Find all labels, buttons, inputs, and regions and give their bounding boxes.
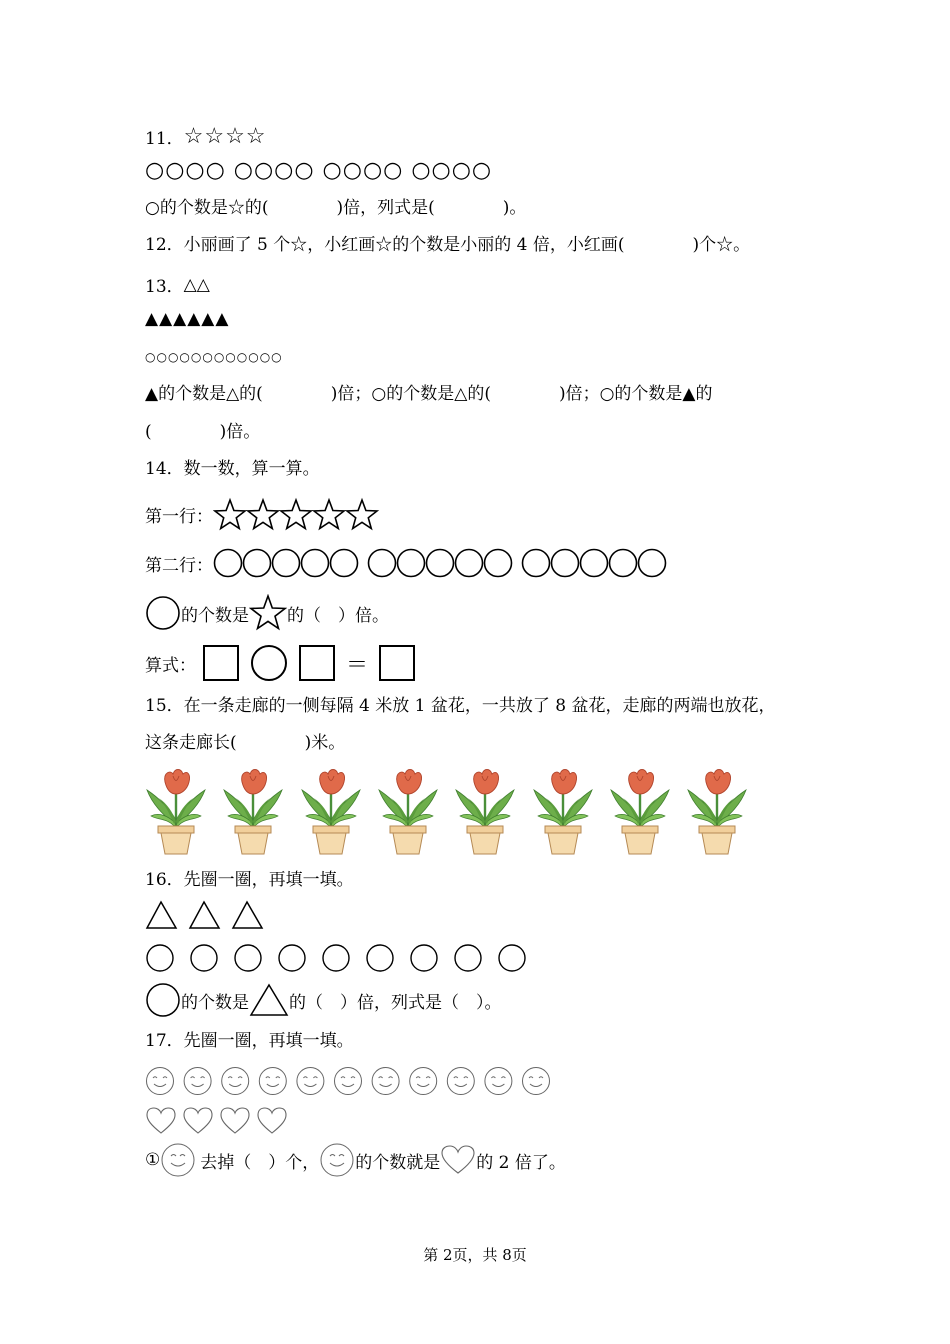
- smiley-icon: [297, 1068, 324, 1095]
- circle-icon: [552, 550, 579, 577]
- q15-line2: 这条走廊长( )米。: [145, 733, 346, 753]
- triangle-icon: [233, 902, 262, 928]
- star-icon: [248, 500, 278, 529]
- q11-question: ○的个数是☆的( )倍，列式是( )。: [145, 198, 527, 218]
- triangle-icon: [249, 983, 289, 1017]
- star-icon: [347, 500, 377, 529]
- q17-q-part3: 的 2 倍了。: [476, 1152, 566, 1173]
- circle-icon: [456, 550, 483, 577]
- q12-question: 12．小丽画了 5 个☆，小红画☆的个数是小丽的 4 倍，小红画( )个☆。: [145, 235, 751, 255]
- circle-icon: [581, 550, 608, 577]
- q13-question-line2: ( )倍。: [145, 422, 261, 442]
- operator-circle[interactable]: [250, 644, 288, 682]
- answer-box[interactable]: [378, 644, 416, 682]
- circle-icon: [369, 550, 396, 577]
- circle-icon: [639, 550, 666, 577]
- q11-circles: ○○○○ ○○○○ ○○○○ ○○○○: [145, 158, 493, 183]
- circle-icon: [455, 945, 481, 971]
- triangle-icon: [147, 902, 176, 928]
- q17-smiley-row: [145, 1065, 565, 1097]
- q14-star-row: [213, 496, 383, 532]
- circle-icon: [145, 595, 181, 631]
- circle-icon: [145, 982, 181, 1018]
- q17-q-part2: 的个数就是: [355, 1152, 441, 1173]
- smiley-icon: [335, 1068, 362, 1095]
- smiley-icon: [184, 1068, 211, 1095]
- q11-number: 11．: [145, 129, 184, 149]
- q13-small-circles: ○○○○○○○○○○○○: [145, 350, 283, 364]
- q16-triangle-row: [145, 900, 275, 932]
- answer-box[interactable]: [298, 644, 336, 682]
- q14-row2: [145, 547, 673, 579]
- circle-icon: [610, 550, 637, 577]
- q14-row1-label: 第一行：: [145, 506, 213, 527]
- q16-question: [145, 982, 502, 1018]
- circle-icon: [302, 550, 329, 577]
- equals-sign: ＝: [346, 652, 369, 678]
- flower-pot-icon: [145, 768, 207, 856]
- circle-icon: [235, 945, 261, 971]
- star-icon: [215, 500, 245, 529]
- q17-marker: ①: [145, 1150, 161, 1170]
- circle-icon: [215, 550, 242, 577]
- smiley-icon: [410, 1068, 437, 1095]
- star-icon: [281, 500, 311, 529]
- q14-title: 14．数一数，算一算。: [145, 459, 320, 479]
- circle-icon: [147, 945, 173, 971]
- q13-question-line1: ▲的个数是△的( )倍；○的个数是△的( )倍；○的个数是▲的: [145, 384, 713, 404]
- circle-icon: [279, 945, 305, 971]
- q13-hollow-triangles: △△: [183, 274, 210, 295]
- q17-q-part1: 去掉（ ）个，: [200, 1152, 320, 1173]
- q13-number: 13．: [145, 277, 184, 297]
- heart-icon: [184, 1108, 212, 1133]
- circle-icon: [427, 550, 454, 577]
- heart-icon: [147, 1108, 175, 1133]
- answer-box[interactable]: [202, 644, 240, 682]
- smiley-icon: [319, 1142, 355, 1178]
- q14-formula-label: 算式：: [145, 655, 196, 676]
- smiley-icon: [447, 1068, 474, 1095]
- circle-icon: [499, 945, 525, 971]
- smiley-icon: [160, 1142, 196, 1178]
- flower-pot-icon: [300, 768, 362, 856]
- circle-icon: [323, 945, 349, 971]
- circle-icon: [331, 550, 358, 577]
- smiley-icon: [259, 1068, 286, 1095]
- flower-pot-icon: [377, 768, 439, 856]
- star-icon: [314, 500, 344, 529]
- flower-pot-icon: [686, 768, 748, 856]
- q11-line1: [145, 124, 267, 149]
- q14-q-part1: 的个数是: [181, 605, 249, 626]
- q14-circle-row: [213, 547, 673, 579]
- circle-icon: [411, 945, 437, 971]
- circle-icon: [485, 550, 512, 577]
- q15-line1: 15．在一条走廊的一侧每隔 4 米放 1 盆花，一共放了 8 盆花，走廊的两端也放花，: [145, 696, 776, 716]
- circle-icon: [244, 550, 271, 577]
- circle-icon: [367, 945, 393, 971]
- smiley-icon: [147, 1068, 174, 1095]
- q14-formula: [145, 644, 416, 682]
- flower-pot-icon: [609, 768, 671, 856]
- q17-heart-row: [145, 1106, 295, 1136]
- heart-icon: [221, 1108, 249, 1133]
- q13-line1: [145, 272, 210, 297]
- circle-icon: [191, 945, 217, 971]
- star-icon: [249, 594, 287, 632]
- q11-stars: ☆☆☆☆: [183, 124, 267, 149]
- q14-row2-label: 第二行：: [145, 555, 213, 576]
- q13-solid-triangles: ▲▲▲▲▲▲: [145, 309, 230, 329]
- q14-row1: [145, 496, 383, 532]
- circle-icon: [273, 550, 300, 577]
- circle-icon: [523, 550, 550, 577]
- triangle-icon: [190, 902, 219, 928]
- smiley-icon: [523, 1068, 550, 1095]
- smiley-icon: [222, 1068, 249, 1095]
- q16-circle-row: [145, 943, 535, 973]
- smiley-icon: [372, 1068, 399, 1095]
- circle-icon: [398, 550, 425, 577]
- smiley-icon: [485, 1068, 512, 1095]
- page-footer: 第 2页，共 8页: [423, 1246, 527, 1264]
- flower-pot-icon: [222, 768, 284, 856]
- q14-q-part2: 的（ ）倍。: [287, 605, 389, 626]
- heart-icon: [258, 1108, 286, 1133]
- q16-q-part1: 的个数是: [181, 992, 249, 1013]
- heart-icon: [440, 1144, 476, 1176]
- q17-title: 17．先圈一圈，再填一填。: [145, 1031, 354, 1051]
- q16-q-part2: 的（ ）倍，列式是（ ）。: [289, 992, 502, 1013]
- flower-pot-icon: [532, 768, 594, 856]
- q14-question: [145, 594, 389, 632]
- q16-title: 16．先圈一圈，再填一填。: [145, 870, 354, 890]
- q17-question: [145, 1142, 566, 1178]
- flower-pot-icon: [454, 768, 516, 856]
